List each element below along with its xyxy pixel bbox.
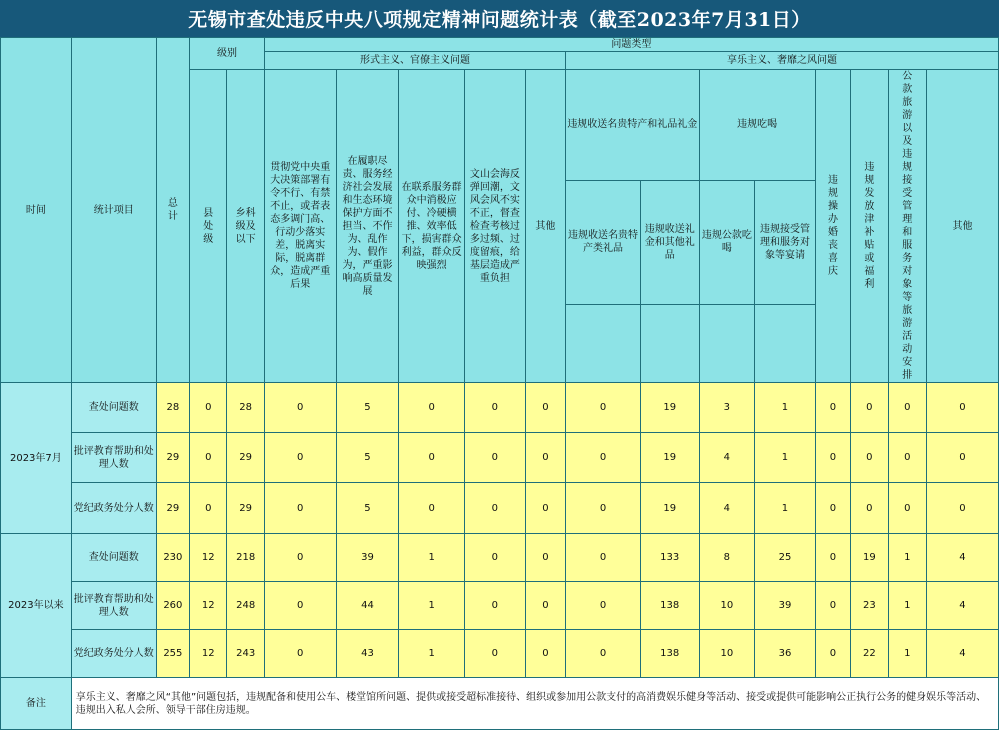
cell-eat-a: 10 [699,630,755,678]
cell-county: 12 [190,582,227,630]
cell-eat-a: 4 [699,433,755,483]
cell-township: 248 [227,582,264,630]
cell-gift-a: 0 [566,534,641,582]
cell-gift-b: 19 [640,433,699,483]
row-item-label: 批评教育帮助和处理人数 [71,433,156,483]
cell-f1: 0 [264,483,336,534]
cell-h-other: 0 [926,483,998,534]
cell-eat-b: 1 [755,433,816,483]
cell-f3: 0 [399,383,465,433]
cell-f5: 0 [525,534,565,582]
note-text: 享乐主义、奢靡之风“其他”问题包括，违规配备和使用公车、楼堂馆所问题、提供或接受超标准接待、组织或参加用公款支付的高消费娱乐健身等活动、接受或提供可能影响公正执行公务的健身娱乐等活动、违规出入私人会所、领导干部住房违规。 [71,678,998,730]
page-title: 无锡市查处违反中央八项规定精神问题统计表（截至2023年7月31日） [0,0,999,37]
header-formalism-1: 贯彻党中央重大决策部署有令不行、有禁不止，或者表态多调门高、行动少落实差，脱离实际，脱离群众，造成严重后果 [264,70,336,383]
cell-subsidy: 0 [851,483,888,534]
cell-f2: 43 [336,630,399,678]
cell-total: 29 [156,483,189,534]
cell-eat-b: 39 [755,582,816,630]
cell-h-other: 4 [926,630,998,678]
cell-gift-a: 0 [566,433,641,483]
cell-wedding: 0 [815,582,850,630]
cell-f3: 1 [399,534,465,582]
header-item: 统计项目 [71,38,156,383]
cell-f5: 0 [525,433,565,483]
cell-gift-a: 0 [566,582,641,630]
cell-county: 0 [190,483,227,534]
header-formalism-4: 文山会海反弹回潮，文风会风不实不正，督查检查考核过多过频、过度留痕，给基层造成严重负担 [465,70,526,383]
cell-subsidy: 22 [851,630,888,678]
cell-f5: 0 [525,483,565,534]
cell-f1: 0 [264,433,336,483]
cell-total: 230 [156,534,189,582]
cell-h-other: 4 [926,582,998,630]
cell-eat-b: 36 [755,630,816,678]
header-eat: 违规吃喝 [699,70,815,181]
cell-subsidy: 0 [851,383,888,433]
cell-eat-a: 10 [699,582,755,630]
cell-f2: 5 [336,483,399,534]
cell-f3: 1 [399,630,465,678]
cell-wedding: 0 [815,433,850,483]
cell-travel: 1 [888,630,926,678]
header-formalism: 形式主义、官僚主义问题 [264,52,565,70]
stats-table [0,37,999,730]
cell-travel: 1 [888,534,926,582]
cell-gift-b: 133 [640,534,699,582]
cell-total: 255 [156,630,189,678]
cell-eat-b: 25 [755,534,816,582]
cell-f2: 5 [336,433,399,483]
cell-f4: 0 [465,433,526,483]
cell-f5: 0 [525,630,565,678]
header-travel: 公款旅游以及违规接受管理和服务对象等旅游活动安排 [888,70,926,383]
cell-eat-a: 4 [699,483,755,534]
cell-gift-a: 0 [566,630,641,678]
cell-total: 260 [156,582,189,630]
cell-township: 218 [227,534,264,582]
cell-gift-b: 138 [640,582,699,630]
row-item-label: 党纪政务处分人数 [71,630,156,678]
cell-wedding: 0 [815,630,850,678]
header-time: 时间 [1,38,72,383]
header-hedonism: 享乐主义、奢靡之风问题 [566,52,999,70]
cell-total: 28 [156,383,189,433]
period-label: 2023年7月 [1,383,72,534]
cell-wedding: 0 [815,534,850,582]
header-subsidy: 违规发放津补贴或福利 [851,70,888,383]
cell-county: 0 [190,383,227,433]
row-item-label: 查处问题数 [71,534,156,582]
cell-subsidy: 23 [851,582,888,630]
header-gift-b: 违规收送礼金和其他礼品 [640,180,699,304]
cell-f3: 1 [399,582,465,630]
header-level: 级别 [190,38,265,70]
header-gift-a: 违规收送名贵特产类礼品 [566,180,641,304]
row-item-label: 党纪政务处分人数 [71,483,156,534]
header-wedding: 违规操办婚丧喜庆 [815,70,850,383]
cell-total: 29 [156,433,189,483]
header-total: 总 计 [156,38,189,383]
cell-f4: 0 [465,483,526,534]
row-item-label: 批评教育帮助和处理人数 [71,582,156,630]
cell-wedding: 0 [815,483,850,534]
header-gift: 违规收送名贵特产和礼品礼金 [566,70,699,181]
note-label: 备注 [1,678,72,730]
cell-f1: 0 [264,582,336,630]
cell-travel: 0 [888,383,926,433]
cell-travel: 0 [888,483,926,534]
cell-gift-b: 19 [640,483,699,534]
cell-h-other: 0 [926,433,998,483]
header-problem-type: 问题类型 [264,38,998,52]
cell-f2: 39 [336,534,399,582]
cell-f4: 0 [465,383,526,433]
row-item-label: 查处问题数 [71,383,156,433]
header-hedonism-other: 其他 [926,70,998,383]
cell-f4: 0 [465,630,526,678]
cell-township: 29 [227,433,264,483]
cell-f4: 0 [465,534,526,582]
cell-f5: 0 [525,582,565,630]
cell-gift-b: 19 [640,383,699,433]
cell-h-other: 4 [926,534,998,582]
cell-f2: 44 [336,582,399,630]
cell-f3: 0 [399,483,465,534]
cell-f1: 0 [264,383,336,433]
cell-wedding: 0 [815,383,850,433]
cell-county: 12 [190,534,227,582]
header-formalism-3: 在联系服务群众中消极应付、冷硬横推、效率低下，损害群众利益，群众反映强烈 [399,70,465,383]
cell-eat-a: 3 [699,383,755,433]
header-formalism-other: 其他 [525,70,565,383]
cell-eat-b: 1 [755,383,816,433]
cell-eat-a: 8 [699,534,755,582]
header-township: 乡科级及以下 [227,70,264,383]
header-county: 县 处级 [190,70,227,383]
cell-gift-a: 0 [566,383,641,433]
cell-f1: 0 [264,534,336,582]
cell-subsidy: 0 [851,433,888,483]
cell-county: 0 [190,433,227,483]
cell-eat-b: 1 [755,483,816,534]
cell-township: 243 [227,630,264,678]
cell-subsidy: 19 [851,534,888,582]
cell-f4: 0 [465,582,526,630]
cell-gift-b: 138 [640,630,699,678]
cell-travel: 0 [888,433,926,483]
period-label: 2023年以来 [1,534,72,678]
cell-township: 28 [227,383,264,433]
header-formalism-2: 在履职尽责、服务经济社会发展和生态环境保护方面不担当、不作为、乱作为、假作为，严重影响高质量发展 [336,70,399,383]
cell-gift-a: 0 [566,483,641,534]
cell-county: 12 [190,630,227,678]
cell-f1: 0 [264,630,336,678]
cell-f5: 0 [525,383,565,433]
header-eat-b: 违规接受管理和服务对象等宴请 [755,180,816,304]
cell-travel: 1 [888,582,926,630]
cell-township: 29 [227,483,264,534]
cell-f2: 5 [336,383,399,433]
cell-h-other: 0 [926,383,998,433]
cell-f3: 0 [399,433,465,483]
header-eat-a: 违规公款吃喝 [699,180,755,304]
